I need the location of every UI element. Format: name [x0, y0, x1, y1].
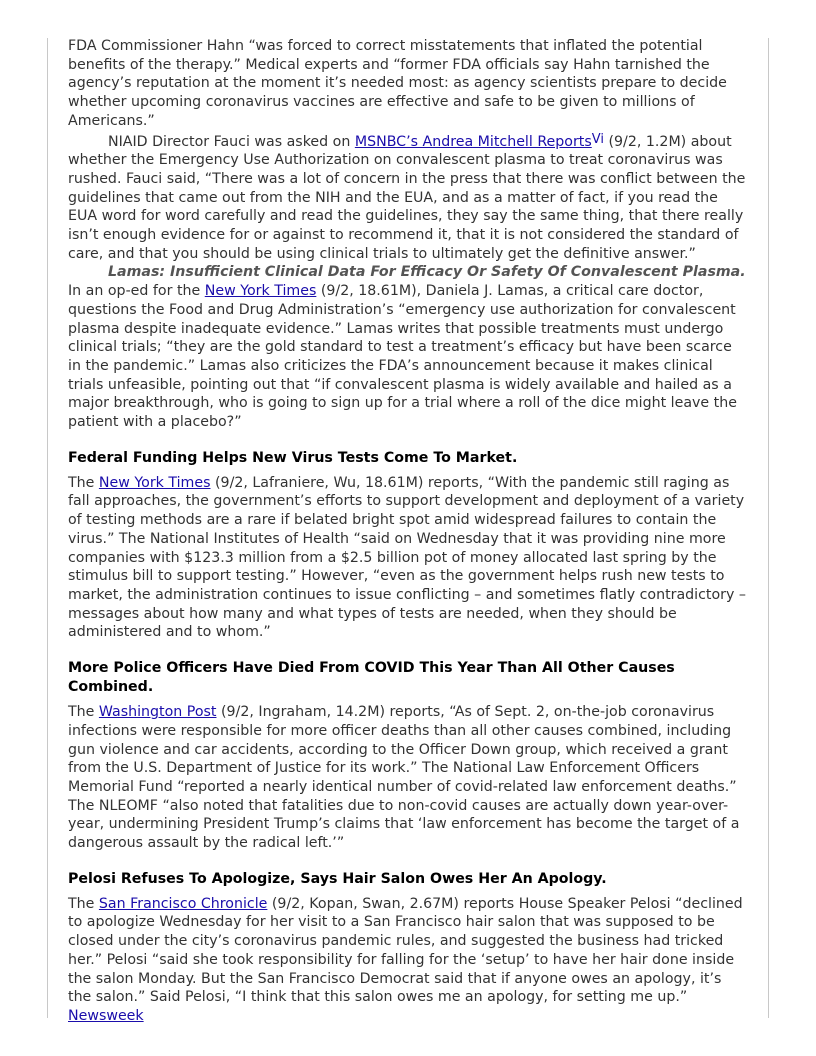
nyt-tests-link[interactable]: New York Times — [98, 474, 211, 491]
paragraph-federal-funding: The New York Times (9/2, Lafraniere, Wu, 18.61M) reports, “With the pandemic still raging as fall approaches, the government’s efforts to support development and deployment of a variety of testing methods are a rare if belated bright spot amid widespread failures to contain the virus.” The National Institutes of Health “said on Wednesday that it was providing nine more companies with $123.3 million from a $2.5 billion pot of money allocated last spring by the stimulus bill to support testing.” However, “even as the government helps rush new tests to market, the administration continues to issue conflicting – and sometimes flatly contradictory – messages about how many and what types of tests are needed, when they should be administered and to whom.” — [68, 474, 746, 641]
paragraph-hahn: FDA Commissioner Hahn “was forced to correct misstatements that inflated the potential benefits of the therapy.” Medical experts and “former FDA officials say Hahn tarnished the agency’s reputation at the moment it’s needed most: as agency scientists prepare to decide whether upcoming coronavirus vaccines are effective and safe to be given to millions of Americans.” — [68, 38, 727, 129]
right-margin-rule — [768, 38, 769, 1018]
lamas-subheading: Lamas: Insufficient Clinical Data For Efficacy Or Safety Of Convalescent Plasma. — [108, 264, 746, 281]
paragraph-fauci: NIAID Director Fauci was asked on MSNBC’s Andrea Mitchell ReportsVi (9/2, 1.2M) about whether the Emergency Use Authorization on convalescent plasma to treat coronavirus was rushed. Fauci said, “There was a lot of concern in the press that there was conflict between the guidelines that came out from the NIH and the EUA, and as a matter of fact, if you read the EUA word for word carefully and read the guidelines, they say the same thing, that there really isn’t enough evidence for or against to recommend it, that it is not considered the standard of care, and that you should be using clinical trials to ultimately get the definitive answer.” — [68, 131, 746, 262]
newsweek-link[interactable]: Newsweek — [68, 1007, 144, 1024]
heading-federal-funding: Federal Funding Helps New Virus Tests Come To Market. — [68, 449, 518, 466]
paragraph-pelosi: The San Francisco Chronicle (9/2, Kopan, Swan, 2.67M) reports House Speaker Pelosi “declined to apologize Wednesday for her visit to a San Francisco hair salon that was supposed to be closed under the city’s coronavirus pandemic rules, and suggested the business had tricked her.” Pelosi “said she took responsibility for falling for the ‘setup’ to have her hair done inside the salon Monday. But the San Francisco Democrat said that if anyone owes an apology, it’s the salon.” Said Pelosi, “I think that this salon owes me an apology, for setting me up.” Newsweek — [68, 895, 743, 1024]
paragraph-lamas: Lamas: Insufficient Clinical Data For Efficacy Or Safety Of Convalescent Plasma. In an op-ed for the New York Times (9/2, 18.61M), Daniela J. Lamas, a critical care doctor, questions the Food and Drug Administration’s “emergency use authorization for convalescent plasma despite inadequate evidence.” Lamas writes that possible treatments must undergo clinical trials; “they are the gold standard to test a treatment’s efficacy but have been scarce in the pandemic.” Lamas also criticizes the FDA’s announcement because it makes clinical trials unfeasible, pointing out that “if convalescent plasma is widely available and hailed as a major breakthrough, who is going to sign up for a trial where a roll of the dice might leave the patient with a placebo?” — [68, 264, 746, 431]
heading-police-officers: More Police Officers Have Died From COVID This Year Than All Other Causes Combined. — [68, 660, 675, 696]
footnote-marker[interactable]: Vi — [591, 131, 604, 147]
washington-post-link[interactable]: Washington Post — [98, 704, 217, 721]
heading-pelosi: Pelosi Refuses To Apologize, Says Hair Salon Owes Her An Apology. — [68, 870, 607, 887]
paragraph-police-officers: The Washington Post (9/2, Ingraham, 14.2M) reports, “As of Sept. 2, on-the-job coronavirus infections were responsible for more officer deaths than all other causes combined, including gun violence and car accidents, according to the Officer Down group, which received a grant from the U.S. Department of Justice for its work.” The National Law Enforcement Officers Memorial Fund “reported a nearly identical number of covid-related law enforcement deaths.” The NLEOMF “also noted that fatalities due to non-covid causes are actually down year-over-year, undermining President Trump’s claims that ‘law enforcement has become the target of a dangerous assault by the radical left.’” — [68, 704, 740, 852]
article-body — [68, 37, 748, 1026]
nyt-oped-link[interactable]: New York Times — [204, 283, 317, 300]
left-margin-rule — [47, 38, 48, 1018]
msnbc-link[interactable]: MSNBC’s Andrea Mitchell Reports — [354, 133, 592, 150]
sf-chronicle-link[interactable]: San Francisco Chronicle — [98, 895, 268, 912]
